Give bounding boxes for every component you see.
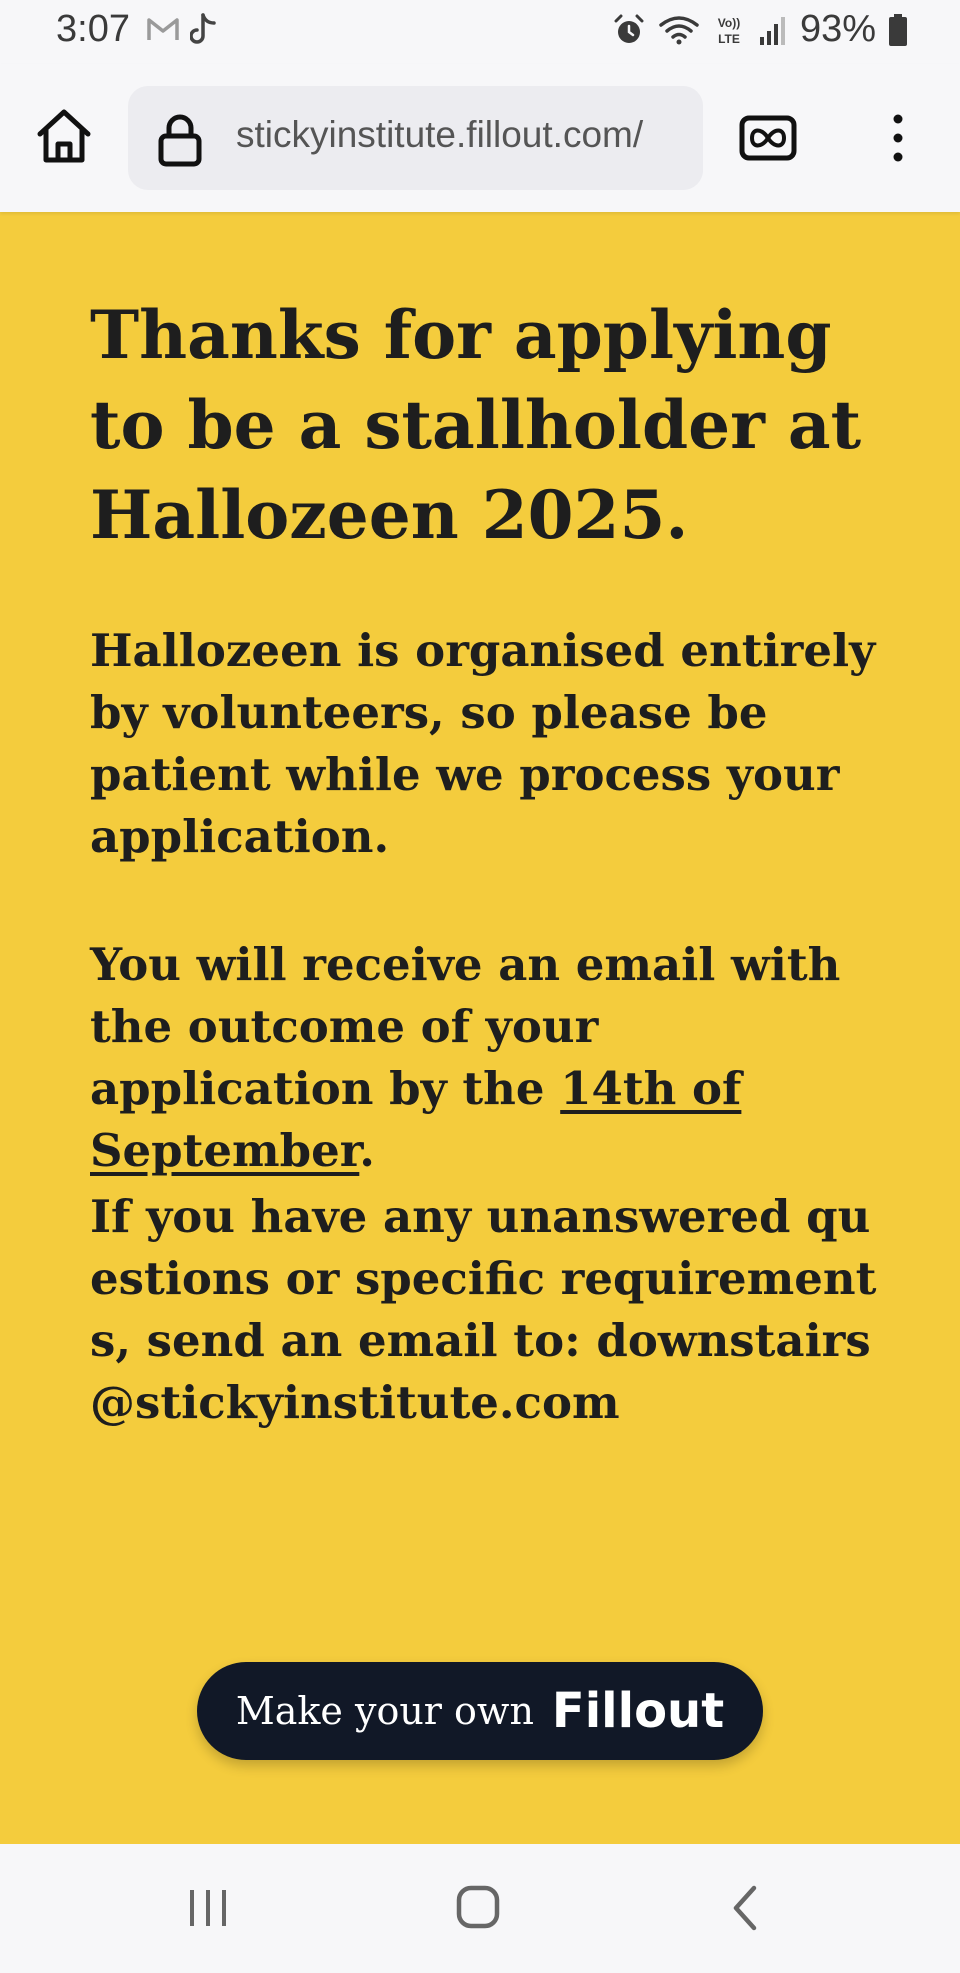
lock-icon — [154, 112, 206, 168]
svg-text:Vo)): Vo)) — [717, 15, 741, 30]
more-options-icon[interactable] — [878, 112, 918, 164]
outcome-notice-end: . — [359, 1124, 375, 1177]
outcome-notice — [90, 934, 890, 1182]
volunteer-notice: Hallozeen is organised entirely by volunteers, so please be patient while we process your application. — [90, 624, 876, 863]
tiktok-icon — [190, 12, 218, 46]
system-navigation-bar — [0, 1844, 960, 1973]
contact-email[interactable]: downstairs@stickyinstitute.com — [90, 1314, 871, 1429]
make-your-own-fillout-button[interactable] — [197, 1662, 763, 1760]
battery-icon — [888, 13, 908, 47]
status-time: 3:07 — [56, 8, 130, 50]
system-icons — [612, 8, 908, 51]
fillout-logo-text: Fillout — [551, 1683, 725, 1739]
back-icon[interactable] — [730, 1884, 760, 1932]
wifi-icon — [658, 13, 700, 47]
battery-percent: 93% — [799, 8, 876, 50]
status-bar — [0, 0, 960, 64]
url-text: stickyinstitute.fillout.com/ — [236, 114, 644, 155]
page-title: Thanks for applying to be a stallholder at Hallozeen 2025. — [90, 296, 862, 554]
volte-icon — [712, 13, 746, 47]
recent-apps-icon[interactable] — [186, 1886, 230, 1930]
tab-switcher-icon[interactable] — [738, 114, 798, 162]
contact-notice — [90, 1186, 890, 1434]
confirmation-page — [0, 212, 960, 1844]
fillout-button-lead: Make your own — [235, 1689, 534, 1733]
alarm-icon — [612, 13, 646, 47]
home-nav-icon[interactable] — [455, 1884, 501, 1930]
contact-notice-text: If you have any unanswered questions or specific requirements, send an email to: — [90, 1190, 877, 1367]
outcome-notice-text: You will receive an email with the outcome of your application by the — [90, 938, 841, 1115]
signal-icon — [758, 13, 788, 47]
deadline-date-link[interactable]: 14th of September — [90, 1062, 742, 1177]
home-icon[interactable] — [32, 104, 96, 168]
gmail-icon — [146, 15, 180, 43]
svg-text:LTE: LTE — [718, 31, 740, 46]
browser-toolbar — [0, 64, 960, 212]
address-bar[interactable] — [128, 86, 703, 190]
notification-icons — [146, 12, 218, 46]
